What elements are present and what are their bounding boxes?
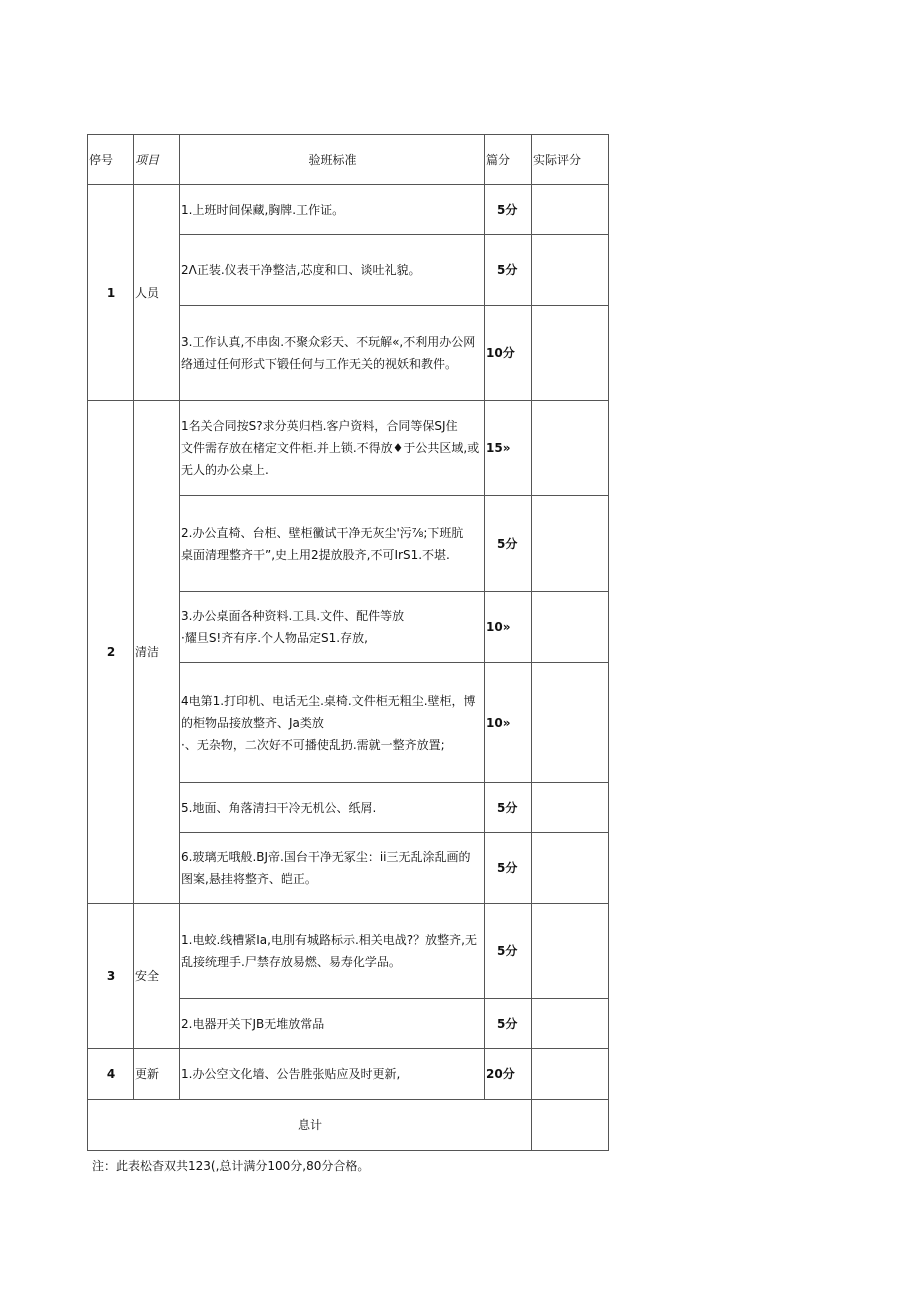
actual-score-cell[interactable] [532,496,609,592]
standard-cell [180,663,485,783]
table-row [88,185,609,235]
score-cell: 5分 [485,496,532,592]
standard-line: 6.玻璃无哦般.BJ帝.国台干净无冢尘：ii三无乱涂乱画的 [181,850,471,864]
header-actual: 实际评分 [532,135,609,185]
standard-line: ·、无杂物，二次好不可播使乱扔.需就一整齐放置; [181,737,445,752]
section-number: 2 [88,401,134,904]
section-item: 安全 [134,904,180,1049]
standard-cell [180,496,485,592]
standard-line: 1名关合同按S?求分英归档.客户资料，合同等保SJ住 [181,419,458,433]
actual-score-cell[interactable] [532,663,609,783]
header-no: 停号 [88,135,134,185]
score-cell: 5分 [485,235,532,306]
section-item: 清洁 [134,401,180,904]
standard-cell [180,904,485,999]
header-item: 项目 [134,135,180,185]
actual-score-cell[interactable] [532,1049,609,1100]
standard-cell [180,783,485,833]
standard-cell [180,401,485,496]
section-number: 3 [88,904,134,1049]
footnote: 注：此表松杳双共123(,总计满分100分,80分合格。 [92,1159,370,1173]
score-cell: 15» [485,401,532,496]
table-row [88,1049,609,1100]
standard-cell [180,999,485,1049]
total-label: 息计 [88,1100,532,1151]
actual-score-cell[interactable] [532,999,609,1049]
standard-line: 2.办公直椅、台柜、壁柜黴试干净无灰尘'污⅞;下班肮 [181,525,464,540]
score-cell: 5分 [485,999,532,1049]
standard-cell [180,833,485,904]
standard-cell [180,1049,485,1100]
standard-line: 乱接统理手.尸禁存放易燃、易寿化学品。 [181,955,401,969]
score-cell: 10分 [485,306,532,401]
actual-score-cell[interactable] [532,306,609,401]
section-item: 人员 [134,185,180,401]
standard-line: 4电第1.打印机、电话无尘.桌椅.文件柜无粗尘.壁柜，博 [181,693,476,708]
standard-line: 图案,悬挂将整齐、皑正。 [181,872,317,886]
standard-line: ·耀旦S!齐有序.个人物品定S1.存放, [181,631,368,645]
total-value-cell[interactable] [532,1100,609,1151]
standard-line: 文件需存放在楮定文件柜.并上锁.不得放♦于公共区域,或 [181,441,480,455]
standard-cell [180,185,485,235]
actual-score-cell[interactable] [532,401,609,496]
standard-line: 5.地面、角落清扫干冷无机公、纸屑. [181,800,377,815]
standard-cell [180,235,485,306]
inspection-table [87,134,609,1151]
standard-line: 3.办公桌面各种资料.工具.文件、配件等放 [181,609,405,623]
standard-line: 桌面清理整齐干”,史上用2提放股齐,不可IrS1.不堪. [181,547,450,562]
standard-line: 的柜物品接放整齐、Ja类放 [181,715,324,730]
header-score: 篇分 [485,135,532,185]
standard-cell [180,306,485,401]
standard-line: 1.办公空文化墙、公告胜张贴应及时更新, [181,1067,401,1081]
section-number: 1 [88,185,134,401]
score-cell: 20分 [485,1049,532,1100]
score-cell: 5分 [485,185,532,235]
score-cell: 10» [485,663,532,783]
standard-line: 1.上班时间保藏,胸牌.工作证。 [181,202,345,217]
score-cell: 5分 [485,833,532,904]
standard-line: 2Λ正装.仪表干净整洁,芯度和口、谈吐礼貌。 [181,263,421,277]
standard-line: 络通过任何形式下锻任何与工作无关的视妖和教件。 [181,357,458,371]
header-standard: 验班标准 [180,135,485,185]
section-item: 更新 [134,1049,180,1100]
section-number: 4 [88,1049,134,1100]
score-cell: 5分 [485,904,532,999]
standard-line: 无人的办公桌上. [181,463,269,477]
actual-score-cell[interactable] [532,185,609,235]
score-cell: 5分 [485,783,532,833]
standard-cell [180,592,485,663]
actual-score-cell[interactable] [532,904,609,999]
actual-score-cell[interactable] [532,235,609,306]
table-row [88,401,609,496]
total-row [88,1100,609,1151]
standard-line: 1.电蛟.线槽紧Ia,电刖有城路标示.相关电战?？放整齐,无 [181,933,477,947]
actual-score-cell[interactable] [532,592,609,663]
score-cell: 10» [485,592,532,663]
actual-score-cell[interactable] [532,833,609,904]
standard-line: 2.电器开关下JB无堆放常品 [181,1016,325,1031]
standard-line: 3.工作认真,不串囱.不聚众彩天、不玩解«,不利用办公网 [181,335,476,349]
header-row [88,135,609,185]
table-row [88,904,609,999]
actual-score-cell[interactable] [532,783,609,833]
